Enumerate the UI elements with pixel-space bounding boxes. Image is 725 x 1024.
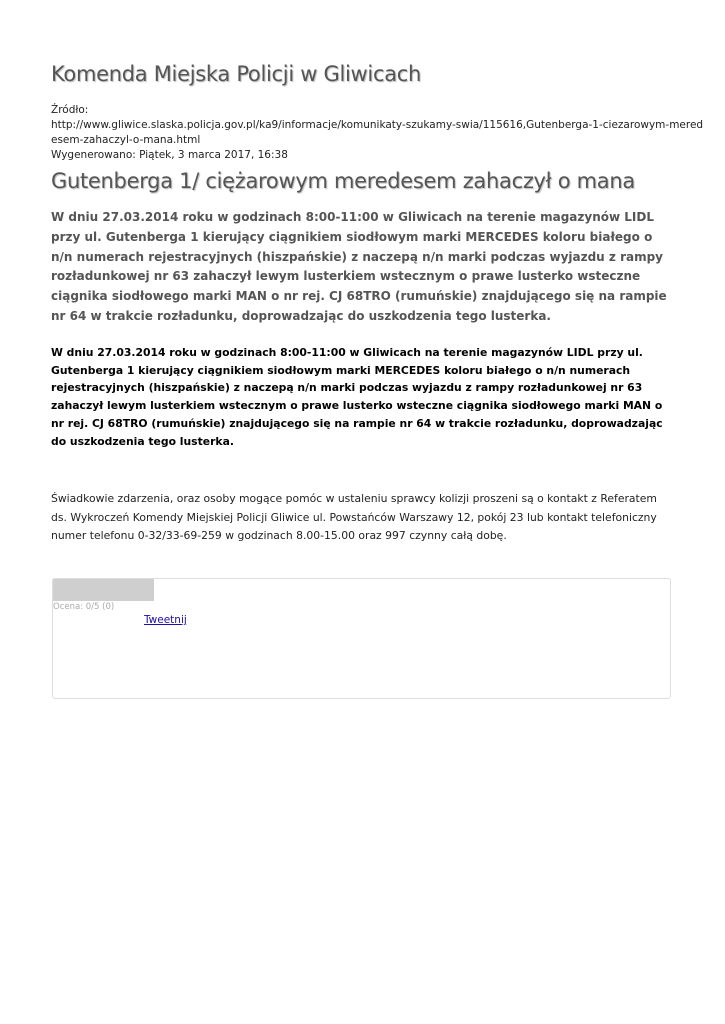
source-meta xyxy=(51,103,704,163)
generated-date: Wygenerowano: Piątek, 3 marca 2017, 16:38 xyxy=(51,149,288,161)
witness-note: Świadkowie zdarzenia, oraz osoby mogące pomóc w ustaleniu sprawcy kolizji proszeni są o kontakt z Referatem ds. Wykroczeń Komendy Miejskiej Policji Gliwice ul. Powstańców Warszawy 12, pokój 23 lub kontakt telefoniczny numer telefonu 0-32/33-69-259 w godzinach 8.00-15.00 oraz 997 czynny całą dobę. xyxy=(51,492,657,542)
source-url-line-1: http://www.gliwice.slaska.policja.gov.pl/ka9/informacje/komunikaty-szukamy-swia/115616,Gutenberga-1-ciezarowym-mered xyxy=(51,119,704,131)
site-title: Komenda Miejska Policji w Gliwicach xyxy=(51,62,422,86)
article-title: Gutenberga 1/ ciężarowym meredesem zahaczył o mana xyxy=(51,169,635,193)
source-url-line-2: esem-zahaczyl-o-mana.html xyxy=(51,134,201,146)
rating-panel xyxy=(52,578,671,699)
source-label: Źródło: xyxy=(51,104,89,116)
article-body: W dniu 27.03.2014 roku w godzinach 8:00-11:00 w Gliwicach na terenie magazynów LIDL przy ul. Gutenberga 1 kierujący ciągnikiem siodłowym marki MERCEDES koloru białego o n/n numerach rejestracyjnych (hiszpańskie) z naczepą n/n marki podczas wyjazdu z rampy rozładunkowej nr 63 zahaczył lewym lusterkiem wstecznym o prawe lusterko wsteczne ciągnika siodłowego marki MAN o nr rej. CJ 68TRO (rumuńskie) znajdującego się na rampie nr 64 w trakcie rozładunku, doprowadzając do uszkodzenia tego lusterka. xyxy=(51,346,663,448)
rating-bar[interactable] xyxy=(53,579,154,601)
article-lead: W dniu 27.03.2014 roku w godzinach 8:00-11:00 w Gliwicach na terenie magazynów LIDL przy ul. Gutenberga 1 kierujący ciągnikiem siodłowym marki MERCEDES koloru białego o n/n numerach rejestracyjnych (hiszpańskie) z naczepą n/n marki podczas wyjazdu z rampy rozładunkowej nr 63 zahaczył lewym lusterkiem wstecznym o prawe lusterko wsteczne ciągnika siodłowego marki MAN o nr rej. CJ 68TRO (rumuńskie) znajdującego się na rampie nr 64 w trakcie rozładunku, doprowadzając do uszkodzenia tego lusterka. xyxy=(51,210,667,323)
rating-label: Ocena: 0/5 (0) xyxy=(53,602,115,612)
tweet-link[interactable]: Tweetnij xyxy=(144,614,187,626)
